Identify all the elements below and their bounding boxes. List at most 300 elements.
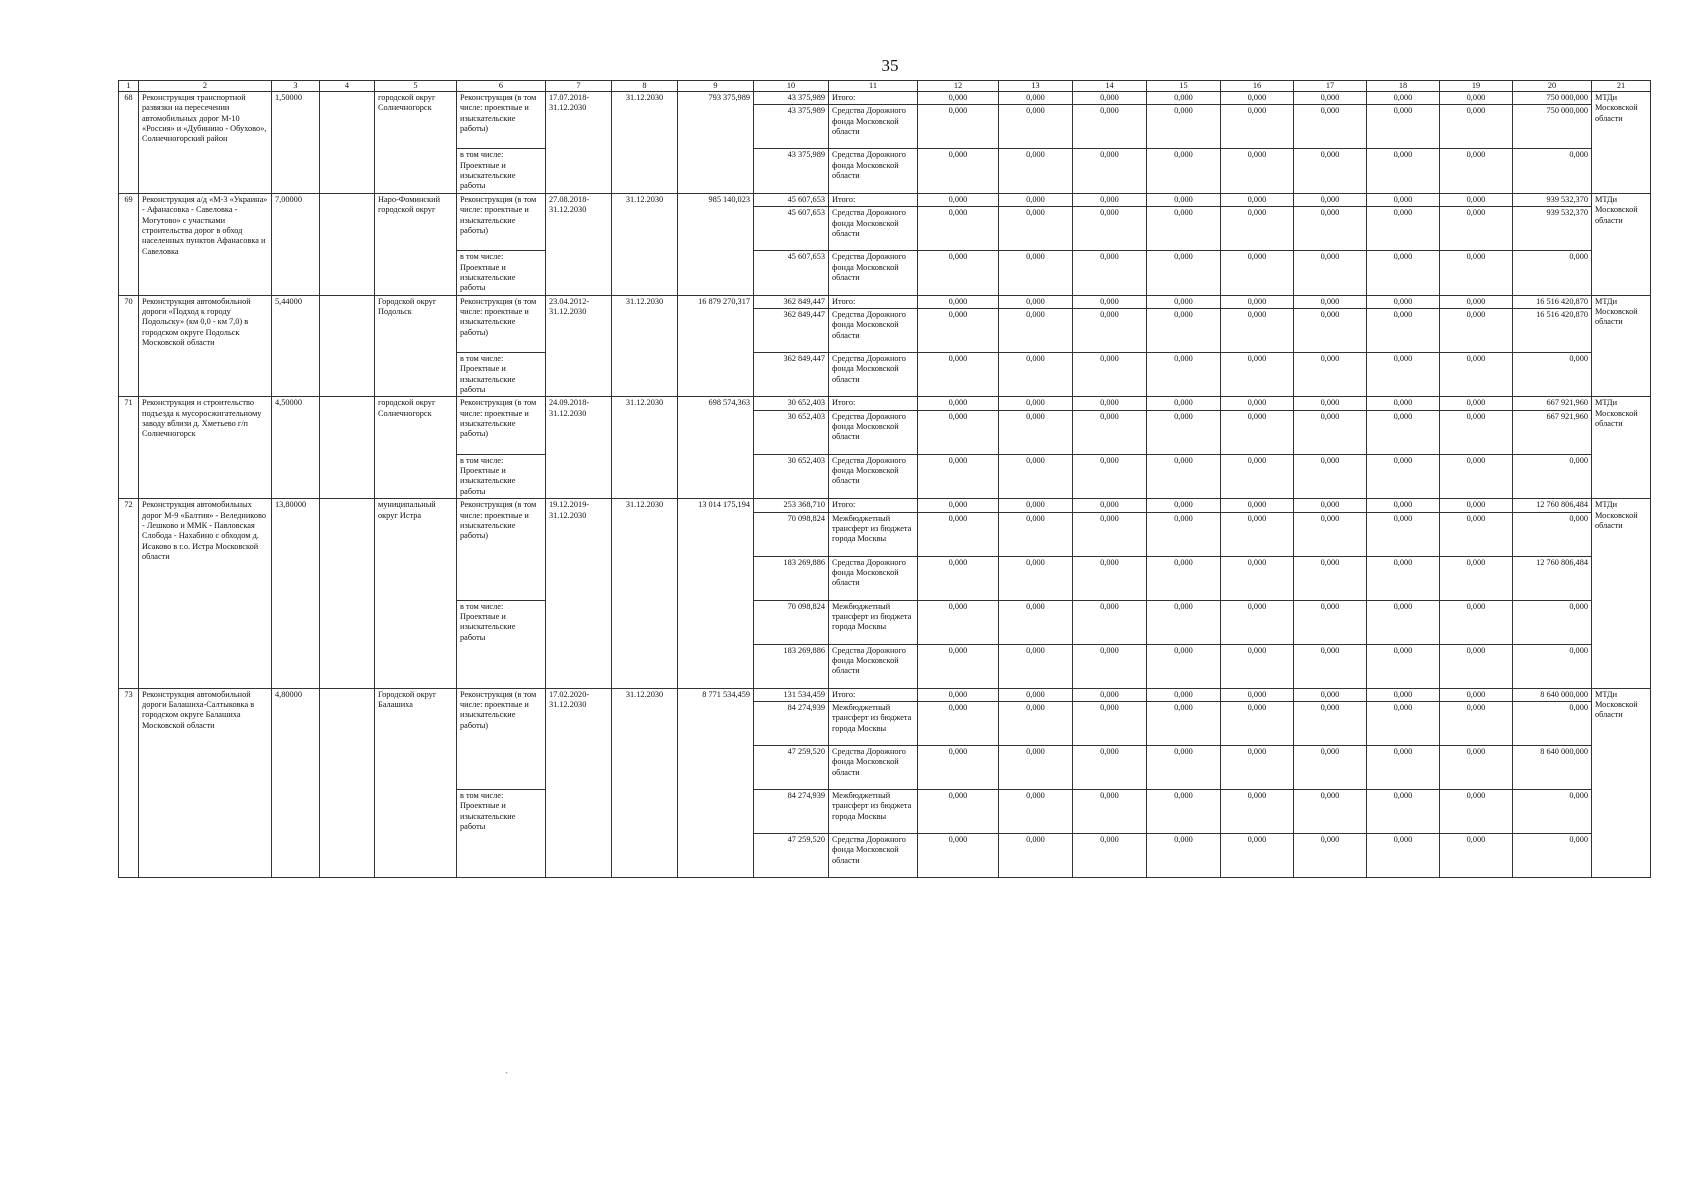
municipality: Наро-Фоминский городской округ xyxy=(375,193,457,295)
funding-source: Итого: xyxy=(829,92,918,105)
amount-c17: 0,000 xyxy=(1294,745,1367,789)
amount-c16: 0,000 xyxy=(1221,701,1294,745)
amount-c14: 0,000 xyxy=(1073,410,1147,454)
total-cost: 16 879 270,317 xyxy=(678,295,754,397)
funding-source: Итого: xyxy=(829,688,918,701)
amount-c15: 0,000 xyxy=(1147,789,1221,833)
amount-c19: 0,000 xyxy=(1440,600,1513,644)
amount-c15: 0,000 xyxy=(1147,193,1221,206)
amount-c13: 0,000 xyxy=(999,308,1073,352)
amount-c14: 0,000 xyxy=(1073,454,1147,498)
amount-col10: 84 274,939 xyxy=(754,701,829,745)
amount-c12: 0,000 xyxy=(918,454,999,498)
amount-c16: 0,000 xyxy=(1221,644,1294,688)
table-row xyxy=(119,397,1651,410)
amount-c19: 0,000 xyxy=(1440,701,1513,745)
amount-c15: 0,000 xyxy=(1147,251,1221,295)
amount-col10: 362 849,447 xyxy=(754,352,829,396)
amount-c17: 0,000 xyxy=(1294,193,1367,206)
amount-c16: 0,000 xyxy=(1221,789,1294,833)
work-type: Реконструкция (в том числе: проектные и изыскательские работы) xyxy=(457,295,546,352)
amount-c12: 0,000 xyxy=(918,193,999,206)
amount-c14: 0,000 xyxy=(1073,688,1147,701)
amount-c15: 0,000 xyxy=(1147,308,1221,352)
amount-c12: 0,000 xyxy=(918,499,999,512)
amount-c12: 0,000 xyxy=(918,556,999,600)
row-number: 72 xyxy=(119,499,139,688)
start-date: 27.08.2018-31.12.2030 xyxy=(546,193,612,295)
column-number-13: 13 xyxy=(999,81,1073,92)
column-number-9: 9 xyxy=(678,81,754,92)
amount-c12: 0,000 xyxy=(918,701,999,745)
amount-c14: 0,000 xyxy=(1073,207,1147,251)
work-type-incl: в том числе: Проектные и изыскательские работы xyxy=(457,454,546,498)
amount-c13: 0,000 xyxy=(999,499,1073,512)
row-number: 71 xyxy=(119,397,139,499)
amount-c19: 0,000 xyxy=(1440,454,1513,498)
amount-c15: 0,000 xyxy=(1147,745,1221,789)
end-date: 31.12.2030 xyxy=(612,295,678,397)
amount-c12: 0,000 xyxy=(918,149,999,193)
column-number-row xyxy=(119,81,1651,92)
amount-c13: 0,000 xyxy=(999,251,1073,295)
amount-c13: 0,000 xyxy=(999,193,1073,206)
funding-source: Межбюджетный трансферт из бюджета города Москвы xyxy=(829,701,918,745)
program-table xyxy=(118,80,1651,878)
amount-c13: 0,000 xyxy=(999,295,1073,308)
end-date: 31.12.2030 xyxy=(612,499,678,688)
amount-c17: 0,000 xyxy=(1294,789,1367,833)
amount-c17: 0,000 xyxy=(1294,308,1367,352)
end-date: 31.12.2030 xyxy=(612,92,678,194)
amount-c18: 0,000 xyxy=(1367,207,1440,251)
amount-col10: 183 269,886 xyxy=(754,644,829,688)
amount-col10: 47 259,520 xyxy=(754,833,829,877)
amount-c20: 0,000 xyxy=(1513,701,1592,745)
scan-speck: ˎ xyxy=(505,1063,509,1074)
amount-c17: 0,000 xyxy=(1294,499,1367,512)
amount-c20: 8 640 000,000 xyxy=(1513,688,1592,701)
table-row xyxy=(119,193,1651,206)
column-number-12: 12 xyxy=(918,81,999,92)
amount-c20: 0,000 xyxy=(1513,833,1592,877)
amount-c20: 939 532,370 xyxy=(1513,193,1592,206)
municipality: муниципальный округ Истра xyxy=(375,499,457,688)
amount-c15: 0,000 xyxy=(1147,499,1221,512)
amount-c12: 0,000 xyxy=(918,397,999,410)
object-name: Реконструкция автомобильных дорог М-9 «Балтия» - Веледниково - Лешково и ММК - Павловская Слобода - Нахабино с обходом д. Исаково в г.о. Истра Московской области xyxy=(139,499,272,688)
amount-c20: 12 760 806,484 xyxy=(1513,556,1592,600)
column-number-19: 19 xyxy=(1440,81,1513,92)
amount-c14: 0,000 xyxy=(1073,149,1147,193)
col-4 xyxy=(320,92,375,194)
column-number-17: 17 xyxy=(1294,81,1367,92)
column-number-1: 1 xyxy=(119,81,139,92)
col-4 xyxy=(320,688,375,877)
object-length: 13,80000 xyxy=(272,499,320,688)
amount-c16: 0,000 xyxy=(1221,499,1294,512)
amount-c12: 0,000 xyxy=(918,789,999,833)
amount-c14: 0,000 xyxy=(1073,833,1147,877)
amount-c17: 0,000 xyxy=(1294,295,1367,308)
amount-c20: 0,000 xyxy=(1513,789,1592,833)
amount-c17: 0,000 xyxy=(1294,701,1367,745)
start-date: 17.07.2018-31.12.2030 xyxy=(546,92,612,194)
amount-c18: 0,000 xyxy=(1367,745,1440,789)
amount-c17: 0,000 xyxy=(1294,397,1367,410)
amount-c19: 0,000 xyxy=(1440,308,1513,352)
amount-c15: 0,000 xyxy=(1147,454,1221,498)
amount-c12: 0,000 xyxy=(918,352,999,396)
amount-col10: 253 368,710 xyxy=(754,499,829,512)
amount-c19: 0,000 xyxy=(1440,499,1513,512)
amount-c20: 667 921,960 xyxy=(1513,410,1592,454)
amount-col10: 43 375,989 xyxy=(754,149,829,193)
amount-c14: 0,000 xyxy=(1073,352,1147,396)
amount-c18: 0,000 xyxy=(1367,644,1440,688)
funding-source: Средства Дорожного фонда Московской области xyxy=(829,105,918,149)
amount-c16: 0,000 xyxy=(1221,308,1294,352)
amount-c13: 0,000 xyxy=(999,207,1073,251)
amount-c14: 0,000 xyxy=(1073,251,1147,295)
amount-c14: 0,000 xyxy=(1073,295,1147,308)
table-row xyxy=(119,295,1651,308)
amount-col10: 30 652,403 xyxy=(754,410,829,454)
table-row xyxy=(119,688,1651,701)
amount-c18: 0,000 xyxy=(1367,149,1440,193)
start-date: 23.04.2012-31.12.2030 xyxy=(546,295,612,397)
amount-c16: 0,000 xyxy=(1221,410,1294,454)
work-type: Реконструкция (в том числе: проектные и изыскательские работы) xyxy=(457,688,546,789)
funding-source: Итого: xyxy=(829,193,918,206)
amount-c12: 0,000 xyxy=(918,92,999,105)
col-4 xyxy=(320,295,375,397)
amount-c16: 0,000 xyxy=(1221,556,1294,600)
work-type-incl: в том числе: Проектные и изыскательские работы xyxy=(457,149,546,193)
amount-c19: 0,000 xyxy=(1440,688,1513,701)
end-date: 31.12.2030 xyxy=(612,193,678,295)
amount-c17: 0,000 xyxy=(1294,833,1367,877)
column-number-10: 10 xyxy=(754,81,829,92)
amount-c19: 0,000 xyxy=(1440,105,1513,149)
work-type-incl: в том числе: Проектные и изыскательские работы xyxy=(457,600,546,688)
work-type: Реконструкция (в том числе: проектные и изыскательские работы) xyxy=(457,397,546,454)
funding-source: Средства Дорожного фонда Московской области xyxy=(829,410,918,454)
funding-source: Межбюджетный трансферт из бюджета города Москвы xyxy=(829,789,918,833)
amount-c12: 0,000 xyxy=(918,833,999,877)
table-row xyxy=(119,499,1651,512)
responsible-body: МТДи Московской области xyxy=(1592,499,1651,688)
total-cost: 793 375,989 xyxy=(678,92,754,194)
amount-c19: 0,000 xyxy=(1440,410,1513,454)
amount-c17: 0,000 xyxy=(1294,352,1367,396)
column-number-5: 5 xyxy=(375,81,457,92)
amount-c20: 939 532,370 xyxy=(1513,207,1592,251)
amount-c16: 0,000 xyxy=(1221,397,1294,410)
amount-c15: 0,000 xyxy=(1147,92,1221,105)
object-length: 4,80000 xyxy=(272,688,320,877)
amount-c13: 0,000 xyxy=(999,833,1073,877)
amount-c18: 0,000 xyxy=(1367,499,1440,512)
amount-c12: 0,000 xyxy=(918,745,999,789)
amount-col10: 30 652,403 xyxy=(754,397,829,410)
amount-c20: 12 760 806,484 xyxy=(1513,499,1592,512)
column-number-7: 7 xyxy=(546,81,612,92)
amount-col10: 45 607,653 xyxy=(754,193,829,206)
amount-c18: 0,000 xyxy=(1367,600,1440,644)
amount-c13: 0,000 xyxy=(999,352,1073,396)
amount-c15: 0,000 xyxy=(1147,149,1221,193)
amount-c14: 0,000 xyxy=(1073,499,1147,512)
table-row xyxy=(119,92,1651,105)
amount-c13: 0,000 xyxy=(999,688,1073,701)
municipality: городской округ Солнечногорск xyxy=(375,397,457,499)
work-type: Реконструкция (в том числе: проектные и изыскательские работы) xyxy=(457,499,546,600)
amount-c16: 0,000 xyxy=(1221,92,1294,105)
work-type: Реконструкция (в том числе: проектные и изыскательские работы) xyxy=(457,193,546,250)
funding-source: Итого: xyxy=(829,397,918,410)
start-date: 19.12.2019-31.12.2030 xyxy=(546,499,612,688)
amount-c13: 0,000 xyxy=(999,454,1073,498)
amount-c19: 0,000 xyxy=(1440,207,1513,251)
amount-c15: 0,000 xyxy=(1147,410,1221,454)
amount-col10: 30 652,403 xyxy=(754,454,829,498)
amount-c14: 0,000 xyxy=(1073,701,1147,745)
amount-c13: 0,000 xyxy=(999,410,1073,454)
amount-c18: 0,000 xyxy=(1367,410,1440,454)
amount-c16: 0,000 xyxy=(1221,352,1294,396)
amount-c18: 0,000 xyxy=(1367,352,1440,396)
amount-c20: 0,000 xyxy=(1513,644,1592,688)
amount-c15: 0,000 xyxy=(1147,701,1221,745)
amount-c14: 0,000 xyxy=(1073,512,1147,556)
amount-c20: 8 640 000,000 xyxy=(1513,745,1592,789)
amount-c12: 0,000 xyxy=(918,295,999,308)
responsible-body: МТДи Московской области xyxy=(1592,397,1651,499)
column-number-8: 8 xyxy=(612,81,678,92)
amount-c18: 0,000 xyxy=(1367,105,1440,149)
amount-c14: 0,000 xyxy=(1073,105,1147,149)
amount-c17: 0,000 xyxy=(1294,92,1367,105)
funding-source: Итого: xyxy=(829,295,918,308)
amount-c17: 0,000 xyxy=(1294,512,1367,556)
amount-col10: 183 269,886 xyxy=(754,556,829,600)
amount-c18: 0,000 xyxy=(1367,295,1440,308)
funding-source: Средства Дорожного фонда Московской области xyxy=(829,644,918,688)
funding-source: Средства Дорожного фонда Московской области xyxy=(829,308,918,352)
amount-c18: 0,000 xyxy=(1367,833,1440,877)
amount-col10: 45 607,653 xyxy=(754,251,829,295)
amount-c13: 0,000 xyxy=(999,701,1073,745)
amount-c15: 0,000 xyxy=(1147,688,1221,701)
amount-c19: 0,000 xyxy=(1440,745,1513,789)
responsible-body: МТДи Московской области xyxy=(1592,295,1651,397)
amount-c19: 0,000 xyxy=(1440,295,1513,308)
total-cost: 985 140,023 xyxy=(678,193,754,295)
amount-c14: 0,000 xyxy=(1073,789,1147,833)
amount-c18: 0,000 xyxy=(1367,251,1440,295)
amount-c13: 0,000 xyxy=(999,600,1073,644)
amount-c14: 0,000 xyxy=(1073,556,1147,600)
object-length: 5,44000 xyxy=(272,295,320,397)
column-number-20: 20 xyxy=(1513,81,1592,92)
municipality: Городской округ Подольск xyxy=(375,295,457,397)
funding-source: Средства Дорожного фонда Московской области xyxy=(829,454,918,498)
amount-col10: 70 098,824 xyxy=(754,512,829,556)
amount-c14: 0,000 xyxy=(1073,745,1147,789)
amount-c14: 0,000 xyxy=(1073,397,1147,410)
amount-c16: 0,000 xyxy=(1221,688,1294,701)
responsible-body: МТДи Московской области xyxy=(1592,193,1651,295)
amount-c12: 0,000 xyxy=(918,105,999,149)
amount-c13: 0,000 xyxy=(999,512,1073,556)
amount-c17: 0,000 xyxy=(1294,454,1367,498)
amount-c16: 0,000 xyxy=(1221,745,1294,789)
amount-col10: 70 098,824 xyxy=(754,600,829,644)
funding-source: Межбюджетный трансферт из бюджета города Москвы xyxy=(829,512,918,556)
amount-col10: 43 375,989 xyxy=(754,105,829,149)
amount-c18: 0,000 xyxy=(1367,397,1440,410)
amount-c12: 0,000 xyxy=(918,512,999,556)
amount-c18: 0,000 xyxy=(1367,688,1440,701)
amount-c17: 0,000 xyxy=(1294,410,1367,454)
amount-c15: 0,000 xyxy=(1147,207,1221,251)
col-4 xyxy=(320,397,375,499)
row-number: 73 xyxy=(119,688,139,877)
amount-c18: 0,000 xyxy=(1367,454,1440,498)
amount-c18: 0,000 xyxy=(1367,92,1440,105)
amount-c13: 0,000 xyxy=(999,149,1073,193)
total-cost: 13 014 175,194 xyxy=(678,499,754,688)
funding-source: Средства Дорожного фонда Московской области xyxy=(829,833,918,877)
amount-c19: 0,000 xyxy=(1440,556,1513,600)
object-name: Реконструкция и строительство подъезда к мусоросжигательному заводу вблизи д. Хметьево г/п Солнечногорск xyxy=(139,397,272,499)
total-cost: 698 574,363 xyxy=(678,397,754,499)
municipality: городской округ Солнечногорск xyxy=(375,92,457,194)
responsible-body: МТДи Московской области xyxy=(1592,92,1651,194)
amount-c12: 0,000 xyxy=(918,644,999,688)
amount-col10: 45 607,653 xyxy=(754,207,829,251)
funding-source: Средства Дорожного фонда Московской области xyxy=(829,745,918,789)
amount-c19: 0,000 xyxy=(1440,149,1513,193)
object-length: 4,50000 xyxy=(272,397,320,499)
amount-c20: 16 516 420,870 xyxy=(1513,295,1592,308)
total-cost: 8 771 534,459 xyxy=(678,688,754,877)
amount-c16: 0,000 xyxy=(1221,600,1294,644)
amount-c17: 0,000 xyxy=(1294,149,1367,193)
amount-c16: 0,000 xyxy=(1221,295,1294,308)
amount-c19: 0,000 xyxy=(1440,512,1513,556)
amount-c12: 0,000 xyxy=(918,410,999,454)
column-number-4: 4 xyxy=(320,81,375,92)
amount-c15: 0,000 xyxy=(1147,833,1221,877)
amount-c12: 0,000 xyxy=(918,688,999,701)
amount-c16: 0,000 xyxy=(1221,454,1294,498)
amount-c14: 0,000 xyxy=(1073,644,1147,688)
amount-c15: 0,000 xyxy=(1147,105,1221,149)
start-date: 24.09.2018-31.12.2030 xyxy=(546,397,612,499)
column-number-11: 11 xyxy=(829,81,918,92)
amount-c17: 0,000 xyxy=(1294,105,1367,149)
amount-c12: 0,000 xyxy=(918,308,999,352)
amount-c16: 0,000 xyxy=(1221,833,1294,877)
object-length: 7,00000 xyxy=(272,193,320,295)
responsible-body: МТДи Московской области xyxy=(1592,688,1651,877)
amount-c20: 750 000,000 xyxy=(1513,105,1592,149)
amount-col10: 43 375,989 xyxy=(754,92,829,105)
funding-source: Итого: xyxy=(829,499,918,512)
work-type-incl: в том числе: Проектные и изыскательские работы xyxy=(457,352,546,396)
amount-c16: 0,000 xyxy=(1221,512,1294,556)
row-number: 69 xyxy=(119,193,139,295)
amount-c17: 0,000 xyxy=(1294,207,1367,251)
end-date: 31.12.2030 xyxy=(612,397,678,499)
amount-c20: 16 516 420,870 xyxy=(1513,308,1592,352)
amount-c13: 0,000 xyxy=(999,397,1073,410)
funding-source: Средства Дорожного фонда Московской области xyxy=(829,556,918,600)
amount-c18: 0,000 xyxy=(1367,512,1440,556)
object-name: Реконструкция автомобильной дороги Балашиха-Салтыковка в городском округе Балашиха Московской области xyxy=(139,688,272,877)
amount-c20: 0,000 xyxy=(1513,352,1592,396)
col-4 xyxy=(320,499,375,688)
row-number: 70 xyxy=(119,295,139,397)
amount-c15: 0,000 xyxy=(1147,352,1221,396)
funding-source: Межбюджетный трансферт из бюджета города Москвы xyxy=(829,600,918,644)
column-number-15: 15 xyxy=(1147,81,1221,92)
amount-c14: 0,000 xyxy=(1073,308,1147,352)
amount-c17: 0,000 xyxy=(1294,688,1367,701)
funding-source: Средства Дорожного фонда Московской области xyxy=(829,149,918,193)
table-body xyxy=(119,92,1651,878)
amount-c19: 0,000 xyxy=(1440,644,1513,688)
amount-c19: 0,000 xyxy=(1440,352,1513,396)
amount-c15: 0,000 xyxy=(1147,556,1221,600)
amount-c15: 0,000 xyxy=(1147,512,1221,556)
work-type-incl: в том числе: Проектные и изыскательские работы xyxy=(457,251,546,295)
amount-c20: 0,000 xyxy=(1513,251,1592,295)
amount-c20: 0,000 xyxy=(1513,512,1592,556)
amount-c19: 0,000 xyxy=(1440,397,1513,410)
amount-c13: 0,000 xyxy=(999,92,1073,105)
page-number: 35 xyxy=(881,56,899,75)
amount-c19: 0,000 xyxy=(1440,789,1513,833)
column-number-14: 14 xyxy=(1073,81,1147,92)
amount-col10: 362 849,447 xyxy=(754,308,829,352)
amount-c19: 0,000 xyxy=(1440,92,1513,105)
amount-c13: 0,000 xyxy=(999,745,1073,789)
amount-c17: 0,000 xyxy=(1294,644,1367,688)
amount-c15: 0,000 xyxy=(1147,600,1221,644)
object-name: Реконструкция а/д «М-3 «Украина» - Афанасовка - Савеловка - Могутово» с участками строительства дорог в обход населенных пунктов Афанасовка и Савеловка xyxy=(139,193,272,295)
row-number: 68 xyxy=(119,92,139,194)
amount-c16: 0,000 xyxy=(1221,251,1294,295)
amount-col10: 47 259,520 xyxy=(754,745,829,789)
amount-c18: 0,000 xyxy=(1367,789,1440,833)
amount-c13: 0,000 xyxy=(999,556,1073,600)
amount-c14: 0,000 xyxy=(1073,193,1147,206)
work-type: Реконструкция (в том числе: проектные и изыскательские работы) xyxy=(457,92,546,149)
amount-c16: 0,000 xyxy=(1221,207,1294,251)
amount-c12: 0,000 xyxy=(918,600,999,644)
col-4 xyxy=(320,193,375,295)
amount-c20: 667 921,960 xyxy=(1513,397,1592,410)
amount-c16: 0,000 xyxy=(1221,105,1294,149)
object-length: 1,50000 xyxy=(272,92,320,194)
funding-source: Средства Дорожного фонда Московской области xyxy=(829,207,918,251)
amount-c19: 0,000 xyxy=(1440,193,1513,206)
amount-col10: 84 274,939 xyxy=(754,789,829,833)
amount-c13: 0,000 xyxy=(999,644,1073,688)
